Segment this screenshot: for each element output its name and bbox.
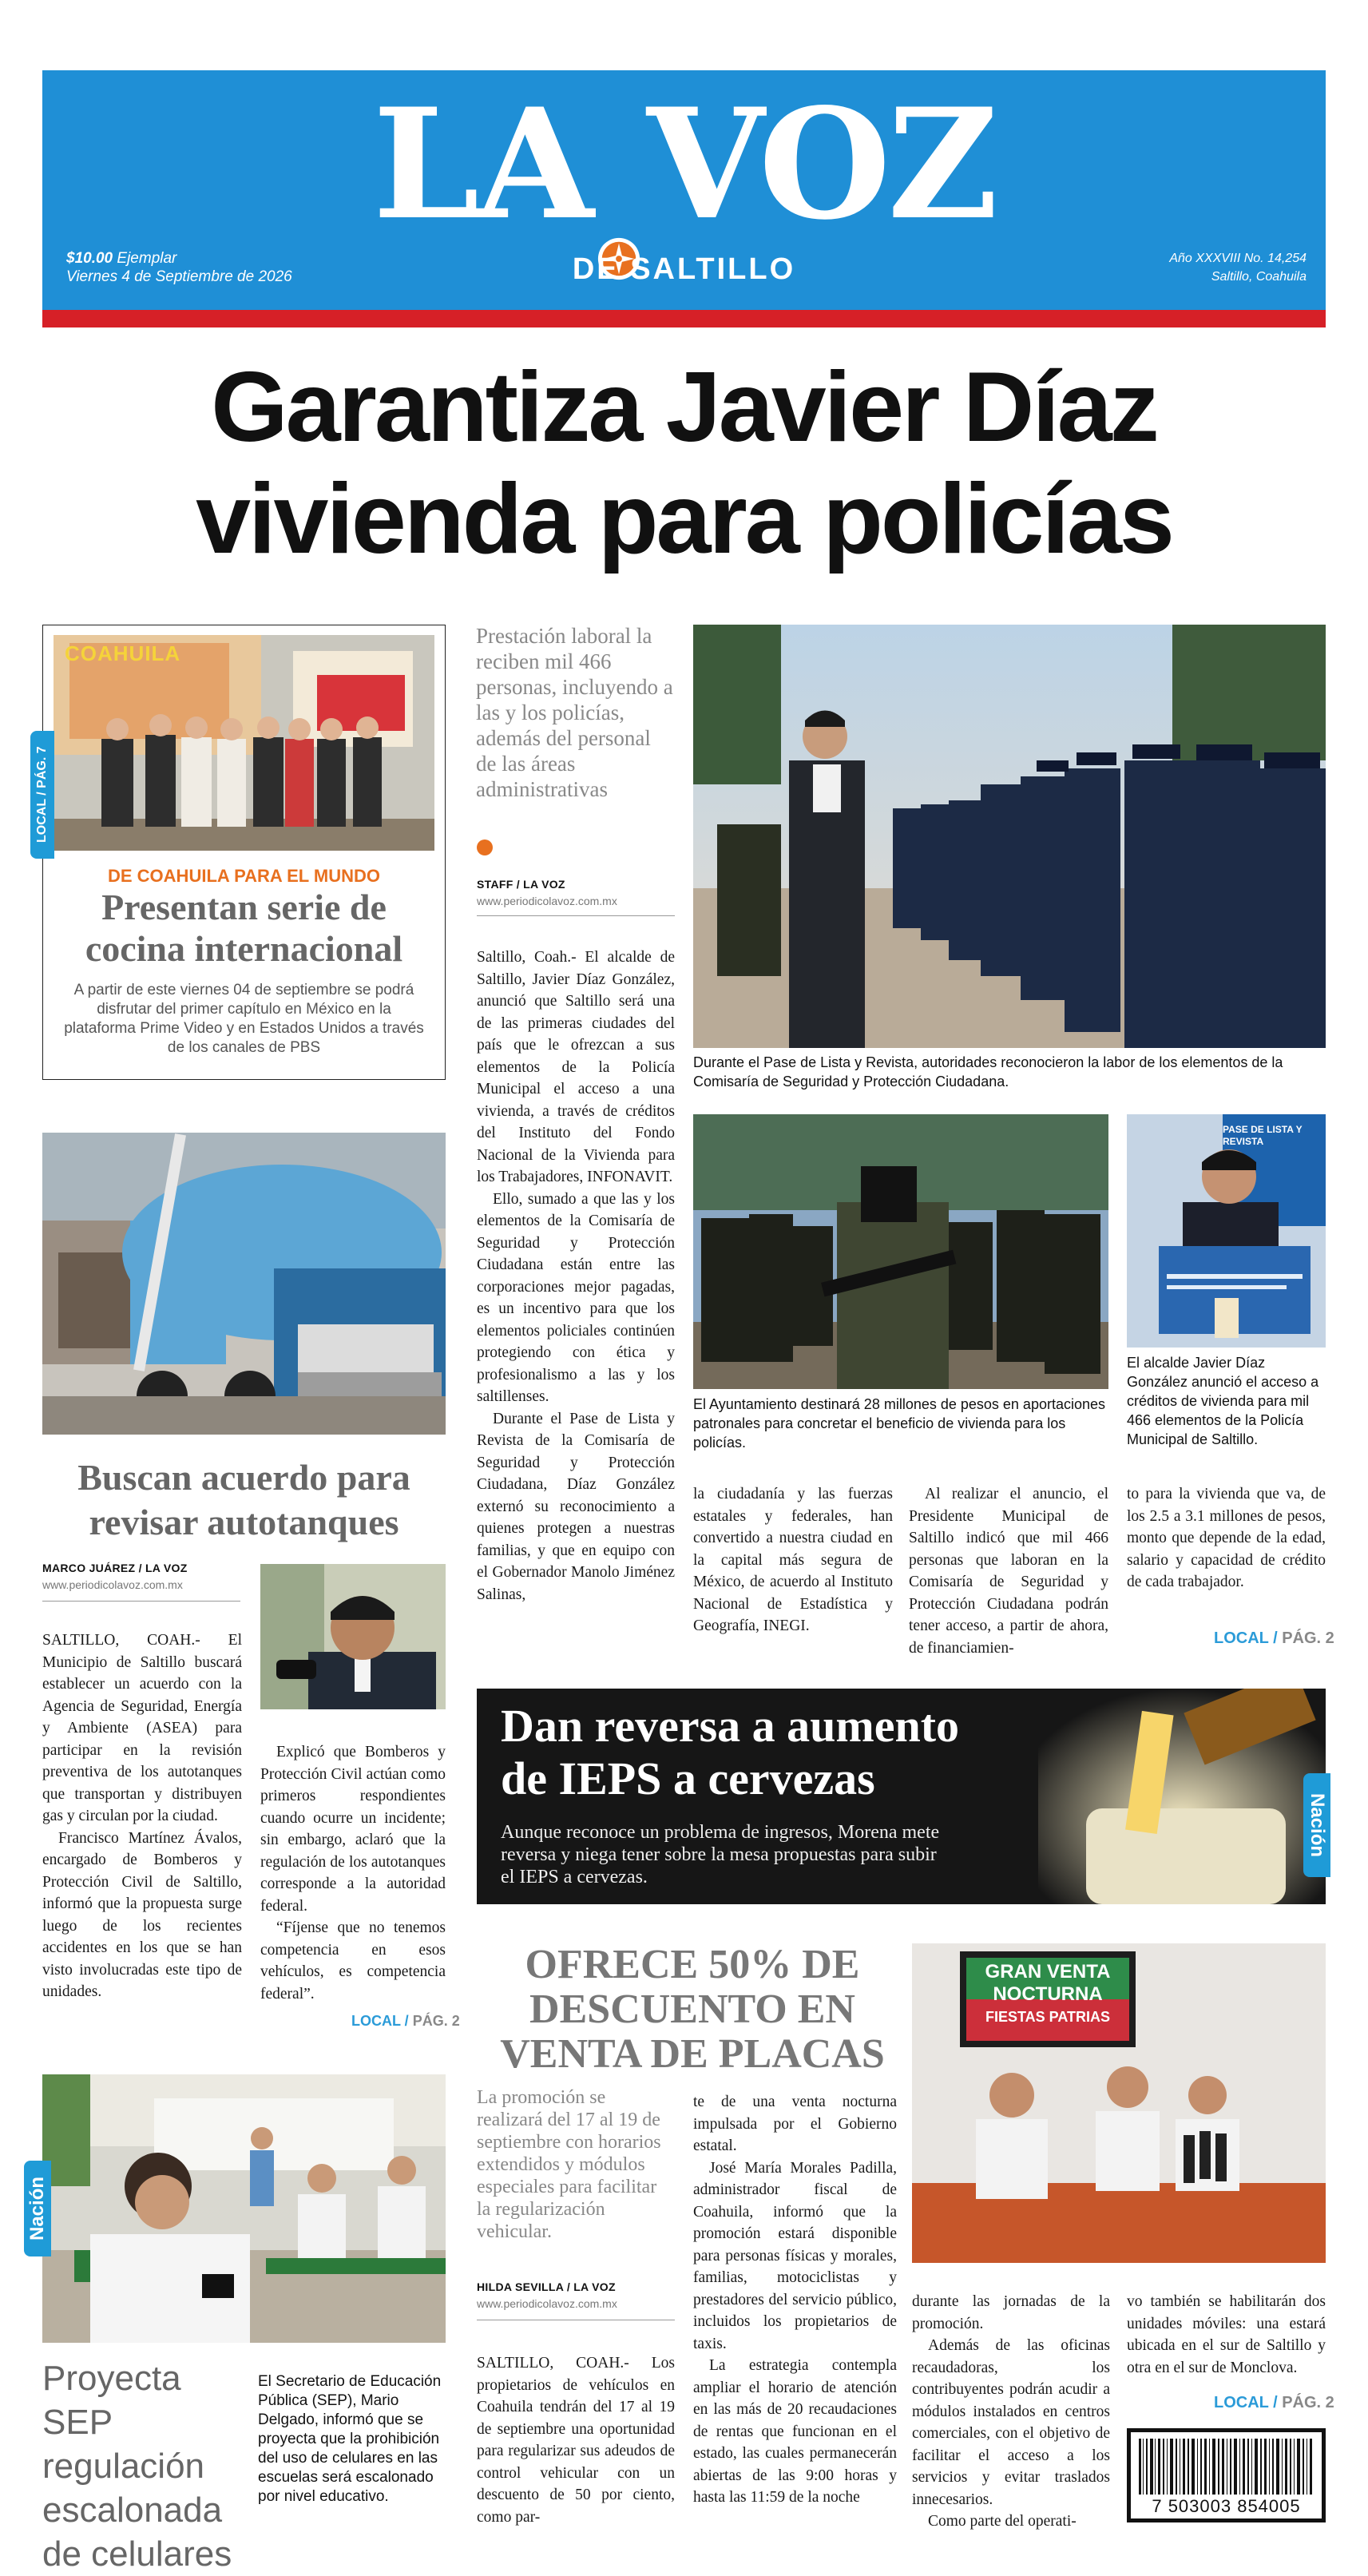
lead-col-4 — [1127, 1483, 1326, 1594]
lead-col1-p3: Durante el Pase de Lista y Revista de la Comisaría de Seguridad y Protección Ciudadana, Díaz González externó su reconocimiento a quienes protegen a nuestras familias, y que en equipo con el Gobernador Manolo Jiménez Salinas, — [477, 1410, 675, 1603]
lead-col1-p1: Saltillo, Coah.- El alcalde de Saltillo, Javier Díaz González, anunció que Saltillo será una de las primeras ciudades del país que le ofrezcan a sus elementos de la Policía Municipal el acceso a una vivienda, a través de créditos del Instituto del Fondo Nacional de la Vivienda para los Trabajadores, INFONAVIT. — [477, 949, 675, 1185]
plates-screen-text — [968, 1961, 1128, 2028]
plates-col-4 — [1127, 2291, 1326, 2379]
tankers-col-1 — [42, 1629, 242, 2003]
price-value: $10.00 — [66, 250, 113, 267]
tankers-title: Buscan acuerdo para revisar autotanques — [77, 1457, 410, 1542]
lead-col-2 — [693, 1483, 893, 1637]
masthead-subtitle: DE SALTILLO — [572, 252, 796, 286]
plates-byline: HILDA SEVILLA / LA VOZ — [477, 2280, 616, 2293]
cooking-title: Presentan serie de cocina internacional — [85, 887, 403, 969]
plates-col3-p1: durante las jornadas de la promoción. — [912, 2293, 1110, 2332]
cooking-summary: A partir de este viernes 04 de septiembre se podrá disfrutar del primer capítulo en México en la plataforma Prime Video y en Estados Unidos a través de los canales de PBS — [64, 982, 424, 1056]
plates-col3-p3: Como parte del operati- — [928, 2513, 1077, 2530]
plates-col2-p1: te de una venta nocturna impulsada por el Gobierno estatal. — [693, 2094, 897, 2154]
lead-col4-p1: to para la vivienda que va, de los 2.5 a 3.1 millones de pesos, monto que depende de la edad, salario y capacidad de crédito de cada trabajador. — [1127, 1486, 1326, 1590]
headline-line-1: Garantiza Javier Díaz — [211, 352, 1157, 462]
masthead — [42, 70, 1326, 310]
masthead-price — [66, 249, 292, 286]
plates-title: OFRECE 50% DE DESCUENTO EN VENTA DE PLACAS — [500, 1942, 885, 2077]
masthead-star-icon — [596, 149, 642, 196]
tankers-col2-p2: “Fíjense que no tenemos competencia en esos vehículos, es competencia federal”. — [260, 1919, 446, 2002]
tankers-web: www.periodicolavoz.com.mx — [42, 1578, 183, 1591]
sep-title: Proyecta SEP regulación escalonada de celulares — [42, 2359, 232, 2574]
lead-col1-p2: Ello, sumado a que las y los elementos de la Comisaría de Seguridad y Protección Ciudadana están entre las corporaciones mejor pagadas, es un incentivo para que los elementos policiales continúen protegiendo con ética y profesionalismo a las y los saltillenses. — [477, 1190, 675, 1405]
tankers-photo — [42, 1133, 446, 1435]
lead-col-1 — [477, 947, 675, 1657]
lead-deck: Prestación laboral la reciben mil 466 personas, incluyendo a las y los policías, además del personal de las áreas administrativas — [476, 624, 673, 801]
sep-photo — [42, 2074, 446, 2343]
ieps-summary: Aunque reconoce un problema de ingresos, Morena mete reversa y niega tener sobre la mesa propuestas para subir el IEPS a cervezas. — [501, 1822, 940, 1887]
cooking-photo-banner: COAHUILA — [65, 641, 181, 665]
masthead-edition — [1169, 249, 1307, 286]
edition-location: Saltillo, Coahuila — [1211, 270, 1307, 284]
issue-date: Viernes 4 de Septiembre de 2026 — [66, 268, 292, 285]
tankers-col1-p1: SALTILLO, COAH.- El Municipio de Saltillo buscará establecer un acuerdo con la Agencia de Seguridad, Energía y Ambiente (ASEA) para participar en la revisión preventiva de los autotanques que transportan y distribuyen gas y circulan por la ciudad. — [42, 1632, 242, 1824]
plates-col2-p3: La estrategia contempla ampliar el horario de atención en las más de 20 recaudaciones de rentas que funcionan en el estado, las cuales permanecerán abiertas de las 9:00 horas y hasta las 11:59 de la noche — [693, 2357, 897, 2506]
tankers-col-2 — [260, 1741, 446, 2005]
lead-right-caption: El alcalde Javier Díaz González anunció el acceso a créditos de vivienda para mil 466 elementos de la Policía Municipal de Saltillo. — [1127, 1355, 1319, 1447]
ieps-tab-label: Nación — [1307, 1792, 1328, 1857]
ieps-title-line-2: de IEPS a cervezas — [501, 1752, 875, 1804]
screen-line-1: GRAN VENTA — [985, 1961, 1111, 1983]
tankers-col1-p2: Francisco Martínez Ávalos, encargado de Bomberos y Protección Civil de Saltillo, informó que la propuesta surge luego de los recientes accidentes en los que se han visto involucradas este tipo de unidades. — [42, 1829, 242, 2000]
tankers-ref-section: LOCAL — [351, 2013, 401, 2029]
lead-col-3 — [909, 1483, 1108, 1659]
barcode-icon — [1139, 2439, 1314, 2495]
cooking-kicker: DE COAHUILA PARA EL MUNDO — [108, 866, 380, 886]
screen-line-3: FIESTAS PATRIAS — [985, 2009, 1110, 2025]
barcode-digits: 7 503003 854005 — [1152, 2496, 1301, 2516]
plates-deck: La promoción se realizará del 17 al 19 de septiembre con horarios extendidos y módulos especiales para facilitar la regularización vehicular. — [477, 2087, 661, 2242]
lead-main-photo — [693, 625, 1326, 1048]
plates-col-1 — [477, 2352, 675, 2528]
beer-illustration — [1038, 1689, 1326, 1904]
sep-summary: El Secretario de Educación Pública (SEP), Mario Delgado, informó que se proyecta que la prohibición del uso de celulares en las escuelas será escalonado por nivel educativo. — [258, 2373, 442, 2505]
price-unit: Ejemplar — [117, 250, 177, 267]
plates-col-2 — [693, 2091, 897, 2509]
tankers-byline: MARCO JUÁREZ / LA VOZ — [42, 1562, 188, 1574]
lead-ref-page: PÁG. 2 — [1282, 1629, 1334, 1647]
lead-byline-rule — [477, 915, 675, 916]
plates-col-3 — [912, 2291, 1110, 2533]
ieps-title — [501, 1700, 959, 1805]
tankers-byline-rule — [42, 1601, 240, 1602]
lead-col3-p1: Al realizar el anuncio, el Presidente Municipal de Saltillo indicó que mil 466 personas que laboran en la Comisaría de Seguridad y Protección Ciudadana podrán tener acceso, a partir de ahora, de financiamien- — [909, 1486, 1108, 1657]
lead-col2-p1: la ciudadanía y las fuerzas estatales y federales, han convertido a nuestra ciudad en la capital más segura de México, de acuerdo al Instituto Nacional de Estadística y Geografía, INEGI. — [693, 1486, 893, 1634]
masthead-title-left: LA — [372, 75, 591, 253]
tankers-col2-p1: Explicó que Bomberos y Protección Civil actúan como primeros respondientes cuando ocurre un incidente; sin embargo, aclaró que la regulación de los autotanques corresponde a la autoridad federal. — [260, 1744, 446, 1915]
plates-col1-p1: SALTILLO, COAH.- Los propietarios de vehículos en Coahuila tendrán del 17 al 19 de septiembre una oportunidad para regularizar sus adeudos de control vehicular con un descuento de 50 por ciento, como par- — [477, 2355, 675, 2526]
masthead-red-stripe — [42, 310, 1326, 327]
headline-line-2: vivienda para policías — [196, 464, 1172, 574]
sep-section-tab — [24, 2161, 51, 2256]
ieps-title-line-1: Dan reversa a aumento — [501, 1700, 960, 1752]
tankers-ref-page: PÁG. 2 — [412, 2013, 460, 2029]
bullet-icon — [477, 839, 493, 855]
plates-ref-section: LOCAL — [1214, 2394, 1269, 2411]
lead-right-photo — [1127, 1114, 1326, 1348]
lead-main-caption: Durante el Pase de Lista y Revista, autoridades reconocieron la labor de los elementos de la Comisaría de Seguridad y Protección Ciudadana. — [693, 1054, 1283, 1090]
tankers-portrait — [260, 1564, 446, 1709]
barcode-box — [1127, 2428, 1326, 2522]
masthead-logo — [42, 75, 1326, 253]
screen-line-2: NOCTURNA — [993, 1983, 1103, 2005]
lead-mid-photo — [693, 1114, 1108, 1389]
cooking-tab-label: LOCAL / PÁG. 7 — [35, 746, 49, 843]
masthead-title-right: VOZ — [646, 75, 996, 253]
sep-tab-label: Nación — [26, 2177, 48, 2241]
cooking-section-tab — [30, 731, 54, 859]
edition-number: 14,254 — [1267, 252, 1307, 265]
cooking-photo — [54, 635, 434, 851]
plates-col3-p2: Además de las oficinas recaudadoras, los contribuyentes podrán acudir a módulos instalados en centros comerciales, con el objetivo de facilitar el acceso a los servicios y evitar traslados innecesarios. — [912, 2337, 1110, 2508]
plates-col4-p1: vo también se habilitarán dos unidades móviles: una estará ubicada en el sur de Saltillo y otra en el sur de Monclova. — [1127, 2293, 1326, 2376]
tankers-page-ref[interactable]: LOCAL / PÁG. 2 — [351, 2013, 460, 2029]
podium-sign: PASE DE LISTA Y REVISTA — [1223, 1124, 1303, 1147]
edition-label: Año XXXVIII No. — [1169, 252, 1264, 265]
plates-photo — [912, 1943, 1326, 2263]
lead-page-ref[interactable]: LOCAL / PÁG. 2 — [1214, 1629, 1334, 1647]
ieps-banner — [477, 1689, 1326, 1904]
lead-ref-section: LOCAL — [1214, 1629, 1269, 1647]
lead-byline: STAFF / LA VOZ — [477, 878, 565, 891]
plates-col2-p2: José María Morales Padilla, administrador fiscal de Coahuila, informó que la promoción estará disponible para personas físicas y morales, familias, motociclistas y prestadores del servicio público, incluidos los propietarios de taxis. — [693, 2159, 897, 2352]
lead-web: www.periodicolavoz.com.mx — [477, 895, 617, 907]
main-headline — [42, 351, 1326, 575]
plates-page-ref[interactable]: LOCAL / PÁG. 2 — [1214, 2394, 1334, 2411]
plates-web: www.periodicolavoz.com.mx — [477, 2297, 617, 2310]
ieps-section-tab — [1303, 1773, 1330, 1877]
lead-mid-caption: El Ayuntamiento destinará 28 millones de pesos en aportaciones patronales para concretar el beneficio de vivienda para los policías. — [693, 1396, 1105, 1451]
plates-ref-page: PÁG. 2 — [1282, 2394, 1334, 2411]
